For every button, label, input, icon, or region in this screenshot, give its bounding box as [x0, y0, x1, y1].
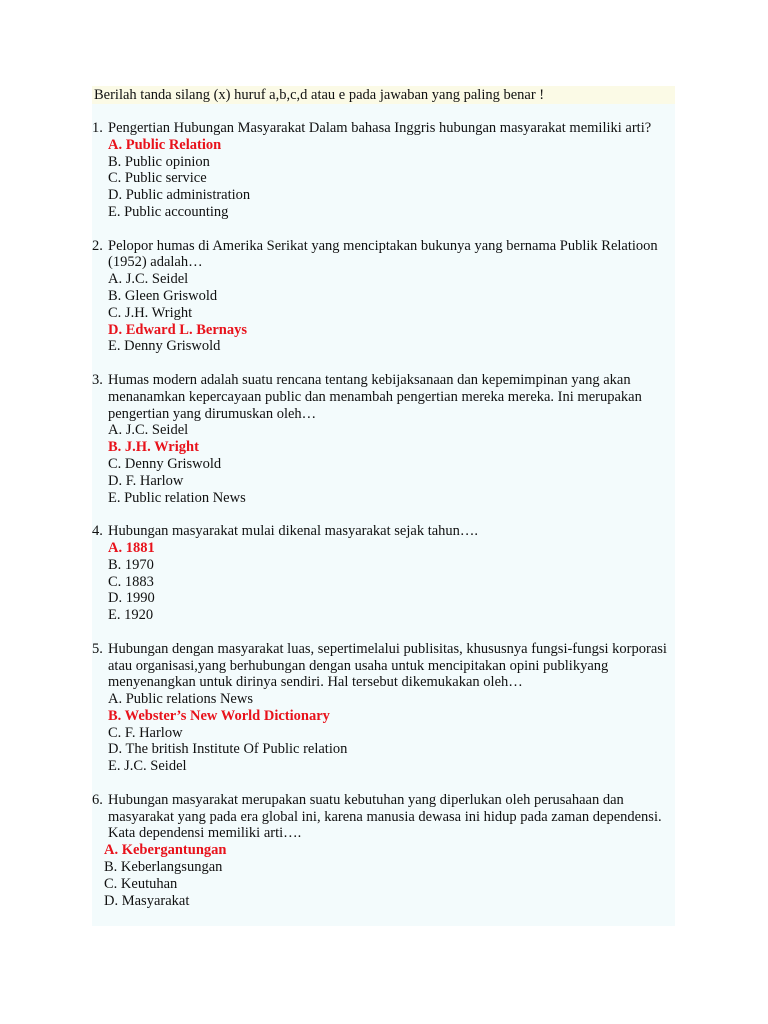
option-correct: D. Edward L. Bernays: [108, 321, 247, 338]
option: C. F. Harlow: [108, 724, 183, 741]
question-number: 5.: [92, 640, 103, 657]
option: D. 1990: [108, 590, 155, 607]
question-number: 6.: [92, 791, 103, 808]
option: C. J.H. Wright: [108, 304, 193, 321]
option: C. Public service: [108, 170, 207, 187]
option-correct: A. Kebergantungan: [104, 842, 227, 859]
option: A. Public relations News: [108, 691, 253, 708]
question-text: [92, 792, 672, 842]
question-number: 1.: [92, 120, 103, 136]
option: E. Public relation News: [108, 489, 246, 506]
option: C. Keutuhan: [104, 875, 178, 892]
option: E. J.C. Seidel: [108, 758, 187, 775]
option: D. Public administration: [108, 187, 251, 204]
question-text: [92, 641, 672, 691]
option: A. J.C. Seidel: [108, 422, 189, 439]
question-text: [92, 372, 672, 422]
option: C. Denny Griswold: [108, 455, 222, 472]
question-3: [92, 372, 672, 506]
option: B. 1970: [108, 556, 154, 573]
question-number: 3.: [92, 371, 103, 388]
option: D. The british Institute Of Public relation: [108, 741, 348, 758]
option: E. 1920: [108, 607, 154, 624]
option: D. F. Harlow: [108, 472, 184, 489]
instruction-text: Berilah tanda silang (x) huruf a,b,c,d atau e pada jawaban yang paling benar !: [92, 86, 675, 104]
question-body: Humas modern adalah suatu rencana tentang kebijaksanaan dan kepemimpinan yang akan menanamkan kepercayaan public dan menambah pengertian mereka mereka. Ini merupakan pengertian yang dirumuskan oleh…: [108, 371, 642, 422]
option: C. 1883: [108, 573, 154, 590]
question-2: [92, 238, 672, 356]
option-correct: B. J.H. Wright: [108, 439, 199, 456]
question-body: Pelopor humas di Amerika Serikat yang menciptakan bukunya yang bernama Publik Relatioon (1952) adalah…: [108, 237, 658, 271]
option: B. Gleen Griswold: [108, 287, 218, 304]
question-5: [92, 641, 672, 775]
question-4: [92, 523, 672, 624]
question-body: Hubungan masyarakat mulai dikenal masyarakat sejak tahun….: [108, 523, 479, 540]
option: B. Public opinion: [108, 153, 210, 170]
question-number: 2.: [92, 237, 103, 254]
question-text: [92, 523, 672, 540]
question-body: Pengertian Hubungan Masyarakat Dalam bahasa Inggris hubungan masyarakat memiliki arti?: [108, 120, 652, 136]
option-correct: A. 1881: [108, 539, 155, 556]
option-correct: B. Webster’s New World Dictionary: [108, 707, 330, 724]
question-body: Hubungan dengan masyarakat luas, sepertimelalui publisitas, khususnya fungsi-fungsi korporasi atau organisasi,yang berhubungan dengan usaha untuk mencipitakan opini publikyang menyenangkan untuk dirinya sendiri. Hal tersebut dikemukakan oleh…: [108, 640, 667, 691]
question-body: Hubungan masyarakat merupakan suatu kebutuhan yang diperlukan oleh perusahaan dan masyarakat yang pada era global ini, karena manusia dewasa ini hidup pada zaman dependensi. Kata dependensi memiliki arti….: [108, 791, 662, 842]
option: B. Keberlangsungan: [104, 859, 223, 876]
question-6: [92, 792, 672, 910]
option-correct: A. Public Relation: [108, 136, 222, 153]
option: D. Masyarakat: [104, 892, 190, 909]
option: E. Denny Griswold: [108, 338, 221, 355]
question-text: [92, 120, 672, 137]
option: A. J.C. Seidel: [108, 271, 189, 288]
option: E. Public accounting: [108, 203, 229, 220]
question-number: 4.: [92, 523, 103, 540]
question-list: [92, 120, 672, 926]
question-text: [92, 238, 672, 272]
question-1: [92, 120, 672, 221]
